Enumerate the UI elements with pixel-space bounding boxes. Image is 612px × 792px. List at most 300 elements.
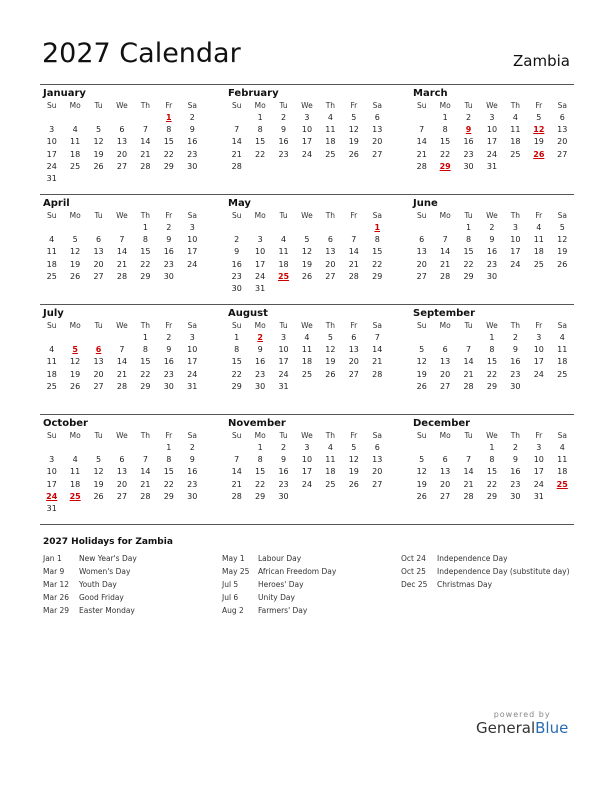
day-cell: 26 xyxy=(557,259,568,269)
day-cell: 25 xyxy=(325,149,336,159)
empty-cell xyxy=(342,222,365,234)
day-cell: 14 xyxy=(140,137,151,147)
brand-blue: Blue xyxy=(535,719,569,737)
empty-cell xyxy=(87,332,110,344)
day-cell: 19 xyxy=(301,259,313,269)
week-row xyxy=(40,161,204,173)
day-cell: 3 xyxy=(49,455,55,465)
weekday-label: Tu xyxy=(279,431,288,440)
weekday-label: Su xyxy=(231,431,242,440)
empty-cell xyxy=(433,222,456,234)
day-cell: 8 xyxy=(489,455,495,465)
weekday-label: Tu xyxy=(464,431,473,440)
day-cell: 5 xyxy=(304,235,310,245)
empty-cell xyxy=(433,442,456,454)
day-cell: 6 xyxy=(419,235,425,245)
holiday-item xyxy=(43,552,137,565)
empty-cell xyxy=(63,173,86,185)
day-cell: 23 xyxy=(255,369,266,379)
day-cell: 22 xyxy=(372,259,383,269)
day-cell: 10 xyxy=(187,235,198,245)
weekday-label: Tu xyxy=(279,101,288,110)
empty-cell xyxy=(110,503,133,515)
day-cell: 1 xyxy=(489,443,495,452)
day-cell: 15 xyxy=(140,357,151,367)
day-cell: 29 xyxy=(231,381,242,391)
weekday-label: Su xyxy=(46,101,57,110)
day-cell: 16 xyxy=(510,357,521,367)
day-cell: 17 xyxy=(46,479,57,489)
day-cell: 12 xyxy=(348,125,359,135)
empty-cell xyxy=(272,222,295,234)
day-cell: 8 xyxy=(466,235,472,245)
day-cell: 20 xyxy=(116,149,128,159)
day-cell: 12 xyxy=(557,235,568,245)
empty-cell xyxy=(225,222,248,234)
day-cell: 7 xyxy=(374,333,380,342)
day-cell: 27 xyxy=(416,271,427,281)
day-cell: 22 xyxy=(231,369,242,379)
holiday-name: Independence Day (substitute day) xyxy=(437,567,570,576)
week-row xyxy=(40,442,204,454)
empty-cell xyxy=(110,112,133,124)
holiday-item xyxy=(43,591,137,604)
day-cell: 25 xyxy=(70,161,81,171)
weekday-header xyxy=(225,320,389,332)
day-cell: 30 xyxy=(163,271,174,281)
holiday-item xyxy=(222,604,336,617)
day-cell: 7 xyxy=(142,455,148,465)
week-row xyxy=(225,381,389,393)
week-row xyxy=(40,466,204,478)
weekday-label: Tu xyxy=(94,211,103,220)
day-cell: 3 xyxy=(512,223,518,232)
day-cell: 15 xyxy=(486,357,498,367)
day-cell: 16 xyxy=(510,467,521,477)
week-row xyxy=(410,491,574,503)
day-cell: 27 xyxy=(557,149,568,159)
day-cell: 17 xyxy=(278,357,289,367)
day-cell: 27 xyxy=(348,369,359,379)
week-row xyxy=(225,356,389,368)
day-cell: 26 xyxy=(93,161,104,171)
day-cell: 21 xyxy=(116,259,128,269)
day-cell: 17 xyxy=(187,247,198,257)
month-april xyxy=(40,195,204,304)
day-cell: 10 xyxy=(255,247,266,257)
day-cell: 20 xyxy=(440,369,451,379)
weekday-label: Th xyxy=(140,101,151,110)
brand-name xyxy=(476,719,568,737)
day-cell: 13 xyxy=(325,247,336,257)
empty-cell xyxy=(457,442,480,454)
empty-cell xyxy=(342,161,365,173)
day-cell: 17 xyxy=(533,357,544,367)
day-cell: 27 xyxy=(440,381,451,391)
week-row xyxy=(40,271,204,283)
day-cell: 29 xyxy=(140,381,151,391)
holiday-day-cell: 1 xyxy=(166,113,172,122)
day-cell: 23 xyxy=(278,149,289,159)
weekday-header xyxy=(410,210,574,222)
day-cell: 29 xyxy=(372,271,383,281)
brand-general: General xyxy=(476,719,536,737)
empty-cell xyxy=(551,271,574,283)
weekday-label: Mo xyxy=(69,101,81,110)
weekday-label: Th xyxy=(325,431,336,440)
holiday-name: Farmers' Day xyxy=(258,606,308,615)
day-cell: 15 xyxy=(372,247,383,257)
weekday-label: Su xyxy=(46,431,57,440)
holiday-date: Mar 12 xyxy=(43,580,70,589)
week-row xyxy=(225,136,389,148)
week-row xyxy=(410,466,574,478)
day-cell: 16 xyxy=(278,467,289,477)
day-cell: 28 xyxy=(372,369,383,379)
empty-cell xyxy=(63,332,86,344)
powered-by-text: powered by xyxy=(493,710,551,719)
day-cell: 15 xyxy=(463,247,474,257)
day-cell: 6 xyxy=(442,455,448,465)
weekday-label: Th xyxy=(140,211,151,220)
day-cell: 11 xyxy=(46,357,57,367)
day-cell: 30 xyxy=(486,271,498,281)
day-cell: 12 xyxy=(416,467,427,477)
day-cell: 3 xyxy=(536,443,542,452)
day-cell: 26 xyxy=(70,381,81,391)
day-cell: 4 xyxy=(49,235,55,245)
weekday-label: Fr xyxy=(350,431,358,440)
day-cell: 13 xyxy=(440,467,451,477)
day-cell: 14 xyxy=(231,467,242,477)
weekday-label: Mo xyxy=(69,211,81,220)
holiday-item xyxy=(43,604,137,617)
holiday-item xyxy=(401,552,570,565)
day-cell: 15 xyxy=(140,247,151,257)
day-cell: 12 xyxy=(348,455,359,465)
day-cell: 5 xyxy=(96,125,102,135)
month-september xyxy=(410,305,574,414)
day-cell: 14 xyxy=(416,137,427,147)
day-cell: 24 xyxy=(486,149,498,159)
day-cell: 2 xyxy=(281,443,287,452)
day-cell: 29 xyxy=(486,381,498,391)
day-cell: 17 xyxy=(533,467,544,477)
week-row xyxy=(225,259,389,271)
month-november xyxy=(225,415,389,524)
day-cell: 8 xyxy=(257,455,263,465)
day-cell: 1 xyxy=(442,113,448,122)
holiday-date: Mar 26 xyxy=(43,593,70,602)
empty-cell xyxy=(87,112,110,124)
day-cell: 4 xyxy=(72,125,78,135)
weekday-label: Sa xyxy=(372,321,382,330)
day-cell: 3 xyxy=(536,333,542,342)
holiday-day-cell: 25 xyxy=(69,491,81,501)
day-cell: 23 xyxy=(163,369,174,379)
holiday-item xyxy=(43,578,137,591)
day-cell: 13 xyxy=(93,357,104,367)
empty-cell xyxy=(342,381,365,393)
weekday-label: Sa xyxy=(557,211,567,220)
day-cell: 16 xyxy=(255,357,266,367)
weekday-header xyxy=(225,100,389,112)
holiday-day-cell: 1 xyxy=(374,223,381,232)
day-cell: 7 xyxy=(234,125,240,135)
empty-cell xyxy=(295,222,318,234)
day-cell: 4 xyxy=(327,113,333,122)
empty-cell xyxy=(63,442,86,454)
day-cell: 30 xyxy=(231,283,242,293)
holiday-day-cell: 12 xyxy=(533,125,545,135)
day-cell: 19 xyxy=(416,479,427,489)
day-cell: 14 xyxy=(463,467,474,477)
week-row xyxy=(410,136,574,148)
day-cell: 21 xyxy=(140,149,151,159)
day-cell: 9 xyxy=(489,235,495,245)
holiday-date: May 1 xyxy=(222,554,245,563)
month-name: September xyxy=(413,308,475,319)
day-cell: 19 xyxy=(557,247,568,257)
empty-cell xyxy=(342,283,365,295)
month-name: August xyxy=(228,308,268,319)
day-cell: 24 xyxy=(301,479,313,489)
month-december xyxy=(410,415,574,524)
day-cell: 24 xyxy=(533,479,544,489)
holiday-item xyxy=(43,565,137,578)
day-cell: 28 xyxy=(463,491,474,501)
day-cell: 22 xyxy=(255,149,266,159)
day-cell: 8 xyxy=(442,125,448,135)
empty-cell xyxy=(319,283,342,295)
day-cell: 14 xyxy=(463,357,474,367)
day-cell: 15 xyxy=(486,467,498,477)
weekday-label: Th xyxy=(510,211,521,220)
holiday-name: Labour Day xyxy=(258,554,302,563)
empty-cell xyxy=(248,161,271,173)
day-cell: 24 xyxy=(187,259,198,269)
weekday-label: Tu xyxy=(464,211,473,220)
day-cell: 22 xyxy=(255,479,266,489)
empty-cell xyxy=(319,222,342,234)
day-cell: 16 xyxy=(278,137,289,147)
week-row xyxy=(225,479,389,491)
empty-cell xyxy=(63,112,86,124)
week-row xyxy=(410,369,574,381)
weekday-label: Mo xyxy=(254,321,266,330)
day-cell: 7 xyxy=(142,125,148,135)
week-row xyxy=(410,161,574,173)
day-cell: 11 xyxy=(70,467,81,477)
holiday-day-cell: 24 xyxy=(46,491,58,501)
day-cell: 23 xyxy=(187,479,198,489)
empty-cell xyxy=(457,332,480,344)
day-cell: 19 xyxy=(533,137,544,147)
empty-cell xyxy=(110,173,133,185)
weekday-label: Tu xyxy=(94,101,103,110)
weekday-label: Mo xyxy=(254,101,266,110)
weekday-label: Tu xyxy=(464,101,473,110)
weekday-header xyxy=(40,430,204,442)
day-cell: 29 xyxy=(163,491,174,501)
empty-cell xyxy=(40,332,63,344)
day-cell: 12 xyxy=(70,247,81,257)
week-row xyxy=(40,173,204,185)
week-row xyxy=(410,112,574,124)
weekday-label: We xyxy=(486,101,498,110)
day-cell: 22 xyxy=(440,149,451,159)
weekday-label: Sa xyxy=(187,101,197,110)
day-cell: 3 xyxy=(489,113,495,122)
week-row xyxy=(410,356,574,368)
day-cell: 4 xyxy=(559,443,565,452)
holiday-day-cell: 6 xyxy=(95,345,102,355)
day-cell: 29 xyxy=(163,161,174,171)
week-row xyxy=(410,124,574,136)
empty-cell xyxy=(87,173,110,185)
week-row xyxy=(410,234,574,246)
month-july xyxy=(40,305,204,414)
day-cell: 24 xyxy=(278,369,289,379)
day-cell: 9 xyxy=(189,125,195,135)
day-cell: 18 xyxy=(510,137,521,147)
day-cell: 27 xyxy=(440,491,451,501)
weekday-label: Fr xyxy=(535,101,543,110)
week-row xyxy=(225,124,389,136)
empty-cell xyxy=(551,491,574,503)
day-cell: 25 xyxy=(533,259,544,269)
month-name: November xyxy=(228,418,286,429)
day-cell: 6 xyxy=(327,235,333,245)
holiday-column-3 xyxy=(401,552,570,591)
day-cell: 14 xyxy=(116,357,128,367)
day-cell: 12 xyxy=(325,345,336,355)
weekday-label: Fr xyxy=(350,211,358,220)
weekday-label: Mo xyxy=(254,211,266,220)
day-cell: 22 xyxy=(140,369,151,379)
day-cell: 6 xyxy=(96,235,102,245)
day-cell: 16 xyxy=(486,247,498,257)
month-name: February xyxy=(228,88,279,99)
weekday-label: Fr xyxy=(535,211,543,220)
holiday-day-cell: 26 xyxy=(533,149,545,159)
weekday-header xyxy=(410,430,574,442)
day-cell: 6 xyxy=(374,443,380,452)
day-cell: 13 xyxy=(116,467,128,477)
empty-cell xyxy=(157,503,180,515)
day-cell: 21 xyxy=(463,479,474,489)
week-row xyxy=(410,454,574,466)
week-row xyxy=(410,271,574,283)
day-cell: 23 xyxy=(163,259,174,269)
day-cell: 10 xyxy=(301,455,313,465)
month-august xyxy=(225,305,389,414)
day-cell: 5 xyxy=(72,235,78,245)
weekday-label: Sa xyxy=(372,211,382,220)
day-cell: 11 xyxy=(278,247,289,257)
holiday-item xyxy=(222,565,336,578)
day-cell: 18 xyxy=(46,259,57,269)
day-cell: 18 xyxy=(557,467,568,477)
weekday-label: We xyxy=(116,431,128,440)
holiday-item xyxy=(401,565,570,578)
day-cell: 3 xyxy=(304,443,310,452)
day-cell: 7 xyxy=(442,235,448,245)
week-row xyxy=(40,246,204,258)
day-cell: 15 xyxy=(163,137,174,147)
empty-cell xyxy=(366,161,389,173)
day-cell: 4 xyxy=(281,235,287,245)
day-cell: 7 xyxy=(119,345,125,355)
weekday-header xyxy=(225,430,389,442)
holiday-day-cell: 9 xyxy=(465,125,472,135)
holiday-column-1 xyxy=(43,552,137,617)
month-row xyxy=(40,194,574,304)
weekday-label: Fr xyxy=(350,321,358,330)
day-cell: 23 xyxy=(510,369,521,379)
day-cell: 9 xyxy=(234,247,240,257)
weekday-header xyxy=(410,100,574,112)
day-cell: 18 xyxy=(46,369,57,379)
day-cell: 5 xyxy=(419,345,425,355)
day-cell: 21 xyxy=(348,259,359,269)
month-name: May xyxy=(228,198,251,209)
day-cell: 1 xyxy=(466,223,472,232)
day-cell: 11 xyxy=(510,125,521,135)
week-row xyxy=(225,271,389,283)
holiday-day-cell: 25 xyxy=(556,479,568,489)
week-row xyxy=(410,442,574,454)
day-cell: 1 xyxy=(166,443,172,452)
day-cell: 12 xyxy=(70,357,81,367)
holiday-date: Oct 25 xyxy=(401,567,426,576)
weekday-label: Tu xyxy=(279,211,288,220)
day-cell: 18 xyxy=(70,149,81,159)
day-cell: 25 xyxy=(557,369,568,379)
empty-cell xyxy=(319,381,342,393)
day-cell: 19 xyxy=(348,467,359,477)
month-name: June xyxy=(413,198,438,209)
day-cell: 27 xyxy=(93,271,104,281)
day-cell: 11 xyxy=(325,455,336,465)
day-cell: 30 xyxy=(510,381,521,391)
month-october xyxy=(40,415,204,524)
day-cell: 10 xyxy=(533,345,544,355)
weekday-label: Su xyxy=(416,211,427,220)
day-cell: 24 xyxy=(187,369,198,379)
day-cell: 21 xyxy=(116,369,128,379)
day-cell: 29 xyxy=(255,491,266,501)
weekday-label: We xyxy=(486,431,498,440)
weekday-label: We xyxy=(301,431,313,440)
week-row xyxy=(40,222,204,234)
empty-cell xyxy=(248,222,271,234)
day-cell: 11 xyxy=(46,247,57,257)
week-row xyxy=(225,222,389,234)
holiday-name: Christmas Day xyxy=(437,580,493,589)
weekday-header xyxy=(410,320,574,332)
week-row xyxy=(225,234,389,246)
day-cell: 18 xyxy=(301,357,313,367)
weekday-label: Th xyxy=(510,321,521,330)
holiday-date: Oct 24 xyxy=(401,554,426,563)
day-cell: 6 xyxy=(119,455,125,465)
day-cell: 12 xyxy=(93,467,104,477)
empty-cell xyxy=(295,491,318,503)
day-cell: 21 xyxy=(440,259,451,269)
day-cell: 17 xyxy=(301,467,313,477)
day-cell: 20 xyxy=(93,259,104,269)
